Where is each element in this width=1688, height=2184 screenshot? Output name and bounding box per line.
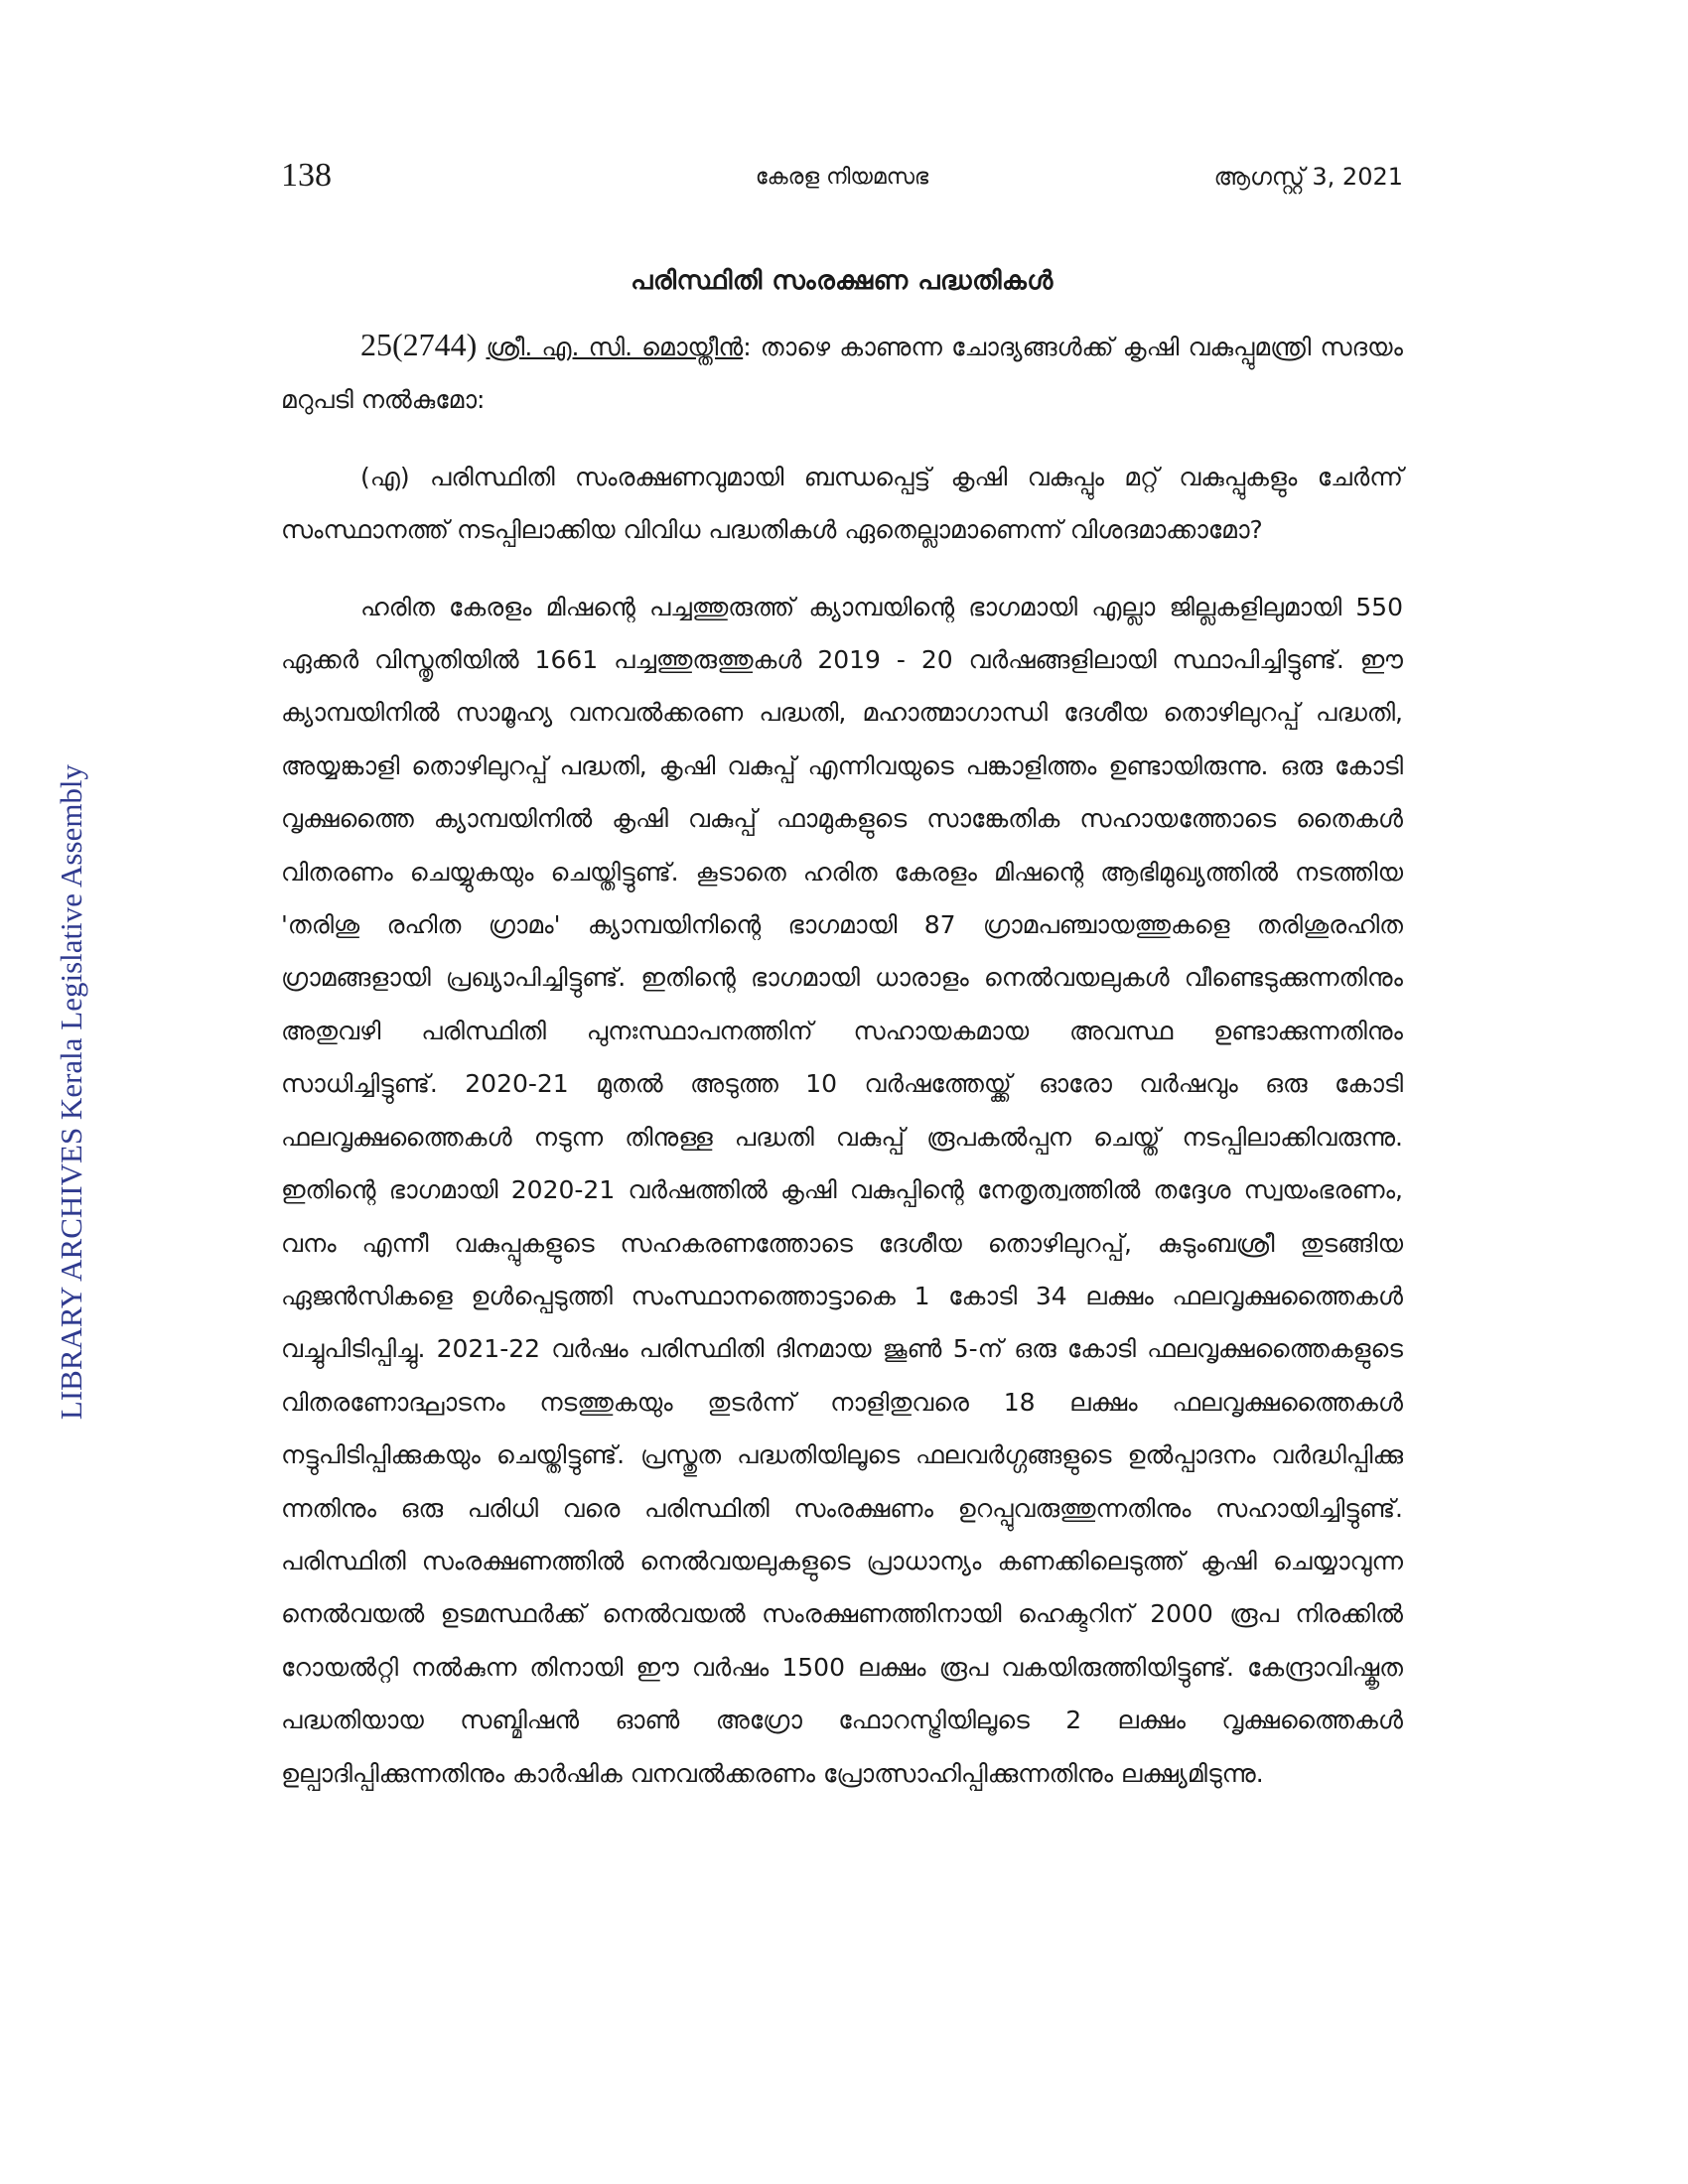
header-date: ആഗസ്റ്റ് 3, 2021 <box>1213 163 1403 191</box>
member-name: ശ്രീ. എ. സി. മൊയ്തീൻ <box>486 333 744 361</box>
running-header <box>281 157 1403 206</box>
question-part-a: (എ) പരിസ്ഥിതി സംരക്ഷണവുമായി ബന്ധപ്പെട്ട് കൃഷി വകുപ്പും മറ്റ് വകുപ്പുകളും ചേർന്ന് സംസ്ഥാനത്ത് നടപ്പിലാക്കിയ വിവിധ പദ്ധതികൾ ഏതെല്ലാമാണെന്ന് വിശദമാക്കാമോ? <box>281 462 1403 545</box>
archive-side-stamp: LIBRARY ARCHIVES Kerala Legislative Assembly <box>54 763 88 1421</box>
question-number: 25(2744) <box>360 327 478 362</box>
main-content <box>281 266 1403 1800</box>
question-intro <box>281 319 1403 427</box>
page-number: 138 <box>281 157 332 194</box>
section-title: പരിസ്ഥിതി സംരക്ഷണ പദ്ധതികൾ <box>631 266 1054 296</box>
house-name: കേരള നിയമസഭ <box>755 165 929 190</box>
question-text: : താഴെ കാണുന്ന ചോദ്യങ്ങൾക്ക് കൃഷി വകുപ്പുമന്ത്രി സദയം മറുപടി നൽകുമോ: <box>281 333 1403 415</box>
answer-text: ഹരിത കേരളം മിഷന്റെ പച്ചത്തുരുത്ത് ക്യാമ്പയിന്റെ ഭാഗമായി എല്ലാ ജില്ലകളിലുമായി 550 ഏക്കർ വിസ്തൃതിയിൽ 1661 പച്ചത്തുരുത്തുകൾ 2019 - 20 വർഷങ്ങളിലായി സ്ഥാപിച്ചിട്ടുണ്ട്. ഈ ക്യാമ്പയിനിൽ സാമൂഹ്യ വനവൽക്കരണ പദ്ധതി, മഹാത്മാഗാന്ധി ദേശീയ തൊഴിലുറപ്പ് പദ്ധതി, അയ്യങ്കാളി തൊഴിലുറപ്പ് പദ്ധതി, കൃഷി വകുപ്പ് എന്നിവയുടെ പങ്കാളിത്തം ഉണ്ടായിരുന്നു. ഒരു കോടി വൃക്ഷത്തൈ ക്യാമ്പയിനിൽ കൃഷി വകുപ്പ് ഫാമുകളുടെ സാങ്കേതിക സഹായത്തോടെ തൈകൾ വിതരണം ചെയ്യുകയും ചെയ്തിട്ടുണ്ട്. കൂടാതെ ഹരിത കേരളം മിഷന്റെ ആഭിമുഖ്യത്തിൽ നടത്തിയ 'തരിശു രഹിത ഗ്രാമം' ക്യാമ്പയിനിന്റെ ഭാഗമായി 87 ഗ്രാമപഞ്ചായത്തുകളെ തരിശുരഹിത ഗ്രാമങ്ങളായി പ്രഖ്യാപിച്ചിട്ടുണ്ട്. ഇതിന്റെ ഭാഗമായി ധാരാളം നെൽവയലുകൾ വീണ്ടെടുക്കുന്നതിനും അതുവഴി പരിസ്ഥിതി പുനഃസ്ഥാപനത്തിന് സഹായകമായ അവസ്ഥ ഉണ്ടാക്കുന്നതിനും സാധിച്ചിട്ടുണ്ട്. 2020-21 മുതൽ അടുത്ത 10 വർഷത്തേയ്ക്ക് ഓരോ വർഷവും ഒരു കോടി ഫലവൃക്ഷത്തൈകൾ നടുന്ന തിനുള്ള പദ്ധതി വകുപ്പ് രൂപകൽപ്പന ചെയ്ത് നടപ്പിലാക്കിവരുന്നു. ഇതിന്റെ ഭാഗമായി 2020-21 വർഷത്തിൽ കൃഷി വകുപ്പിന്റെ നേതൃത്വത്തിൽ തദ്ദേശ സ്വയംഭരണം, വനം എന്നീ വകുപ്പുകളുടെ സഹകരണത്തോടെ ദേശീയ തൊഴിലുറപ്പ്, കുടുംബശ്രീ തുടങ്ങിയ ഏജൻസികളെ ഉൾപ്പെടുത്തി സംസ്ഥാനത്തൊട്ടാകെ 1 കോടി 34 ലക്ഷം ഫലവൃക്ഷത്തൈകൾ വച്ചുപിടിപ്പിച്ചു. 2021-22 വർഷം പരിസ്ഥിതി ദിനമായ ജൂൺ 5-ന് ഒരു കോടി ഫലവൃക്ഷത്തൈകളുടെ വിതരണോദ്ഘാടനം നടത്തുകയും തുടർന്ന് നാളിതുവരെ 18 ലക്ഷം ഫലവൃക്ഷത്തൈകൾ നട്ടുപിടിപ്പിക്കുകയും ചെയ്തിട്ടുണ്ട്. പ്രസ്തുത പദ്ധതിയിലൂടെ ഫലവർഗ്ഗങ്ങളുടെ ഉൽപ്പാദനം വർദ്ധിപ്പിക്കു ന്നതിനും ഒരു പരിധി വരെ പരിസ്ഥിതി സംരക്ഷണം ഉറപ്പുവരുത്തുന്നതിനും സഹായിച്ചിട്ടുണ്ട്. പരിസ്ഥിതി സംരക്ഷണത്തിൽ നെൽവയലുകളുടെ പ്രാധാന്യം കണക്കിലെടുത്ത് കൃഷി ചെയ്യാവുന്ന നെൽവയൽ ഉടമസ്ഥർക്ക് നെൽവയൽ സംരക്ഷണത്തിനായി ഹെക്ടറിന് 2000 രൂപ നിരക്കിൽ റോയൽറ്റി നൽകുന്ന തിനായി ഈ വർഷം 1500 ലക്ഷം രൂപ വകയിരുത്തിയിട്ടുണ്ട്. കേന്ദ്രാവിഷ്കൃത പദ്ധതിയായ സബ്മിഷൻ ഓൺ അഗ്രോ ഫോറസ്ട്രിയിലൂടെ 2 ലക്ഷം വൃക്ഷത്തൈകൾ ഉല്പാദിപ്പിക്കുന്നതിനും കാർഷിക വനവൽക്കരണം പ്രോത്സാഹിപ്പിക്കുന്നതിനും ലക്ഷ്യമിടുന്നു. <box>281 592 1403 1788</box>
